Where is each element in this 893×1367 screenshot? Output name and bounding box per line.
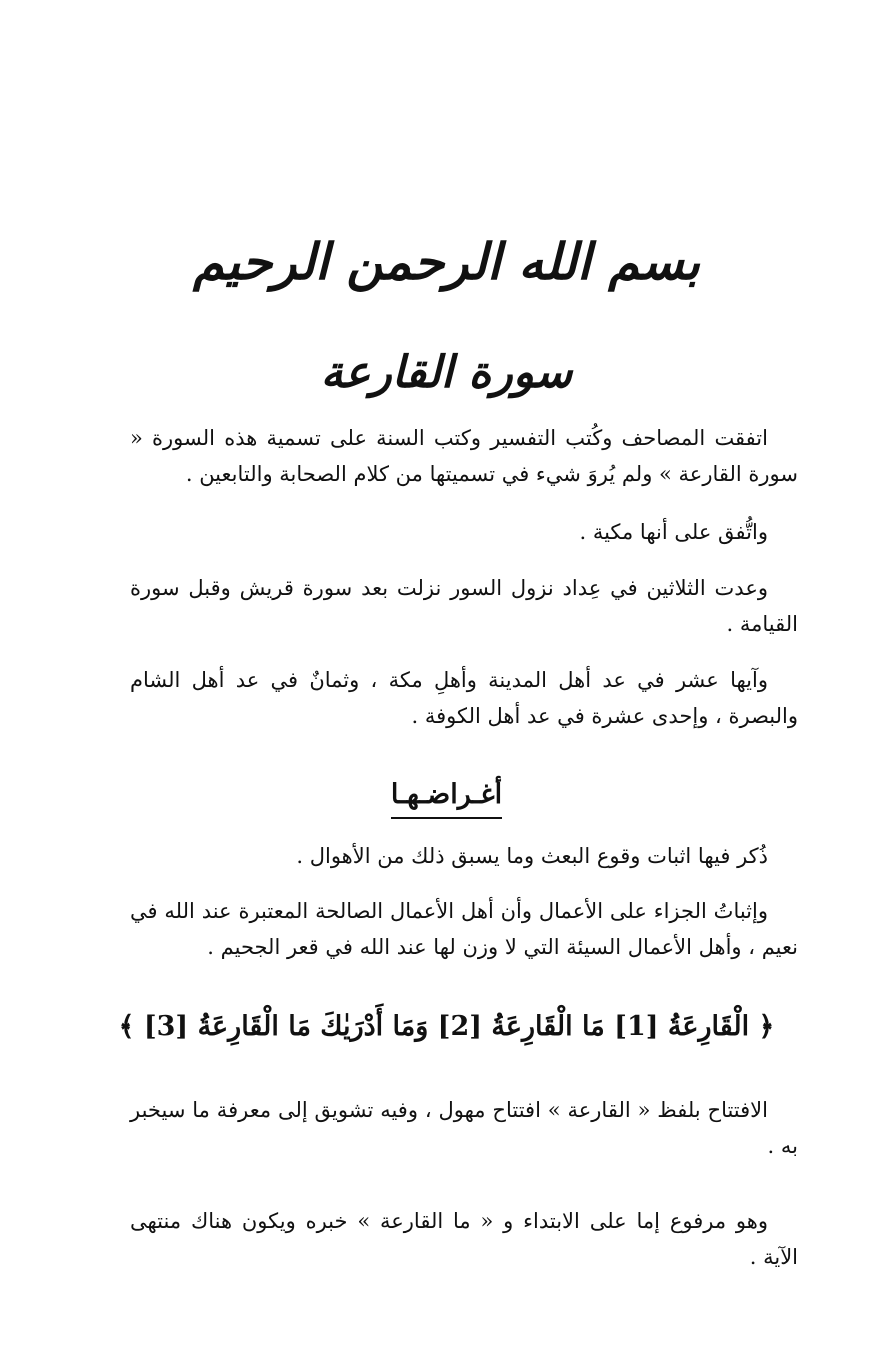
commentary-paragraph-grammar: وهو مرفوع إما على الابتداء و « ما القارعة » خبره ويكون هناك منتهى الآية . [130, 1209, 798, 1269]
basmala-calligraphy: بسم الله الرحمن الرحيم [192, 232, 701, 291]
section-heading-purposes [0, 775, 893, 819]
purposes-paragraph-recompense: وإثباتُ الجزاء على الأعمال وأن أهل الأعمال الصالحة المعتبرة عند الله في نعيم ، وأهل الأعمال السيئة التي لا وزن لها عند الله في قعر الجحيم . [130, 899, 798, 959]
intro-paragraph-naming: اتفقت المصاحف وكُتب التفسير وكتب السنة على تسمية هذه السورة « سورة القارعة » ولم يُروَ شيء في تسميتها من كلام الصحابة والتابعين . [130, 426, 798, 486]
commentary-paragraph-opening: الافتتاح بلفظ « القارعة » افتتاح مهول ، وفيه تشويق إلى معرفة ما سيخبر به . [130, 1098, 798, 1158]
quran-verse: ﴿ الْقَارِعَةُ [1] مَا الْقَارِعَةُ [2] وَمَا أَدْرَيٰكَ مَا الْقَارِعَةُ [3] ﴾ [118, 1011, 775, 1042]
purposes-paragraph-resurrection: ذُكر فيها اثبات وقوع البعث وما يسبق ذلك من الأهوال . [296, 844, 768, 868]
section-heading-text: أغـراضـهـا [391, 775, 502, 819]
intro-paragraph-verse-count: وآيها عشر في عد أهل المدينة وأهلِ مكة ، وثمانٌ في عد أهل الشام والبصرة ، وإحدى عشرة في عد أهل الكوفة . [130, 668, 798, 728]
surah-title: سورة القارعة [320, 347, 573, 398]
intro-paragraph-meccan: واتُّفق على أنها مكية . [579, 520, 768, 544]
intro-paragraph-order: وعدت الثلاثين في عِداد نزول السور نزلت بعد سورة قريش وقبل سورة القيامة . [130, 576, 798, 636]
